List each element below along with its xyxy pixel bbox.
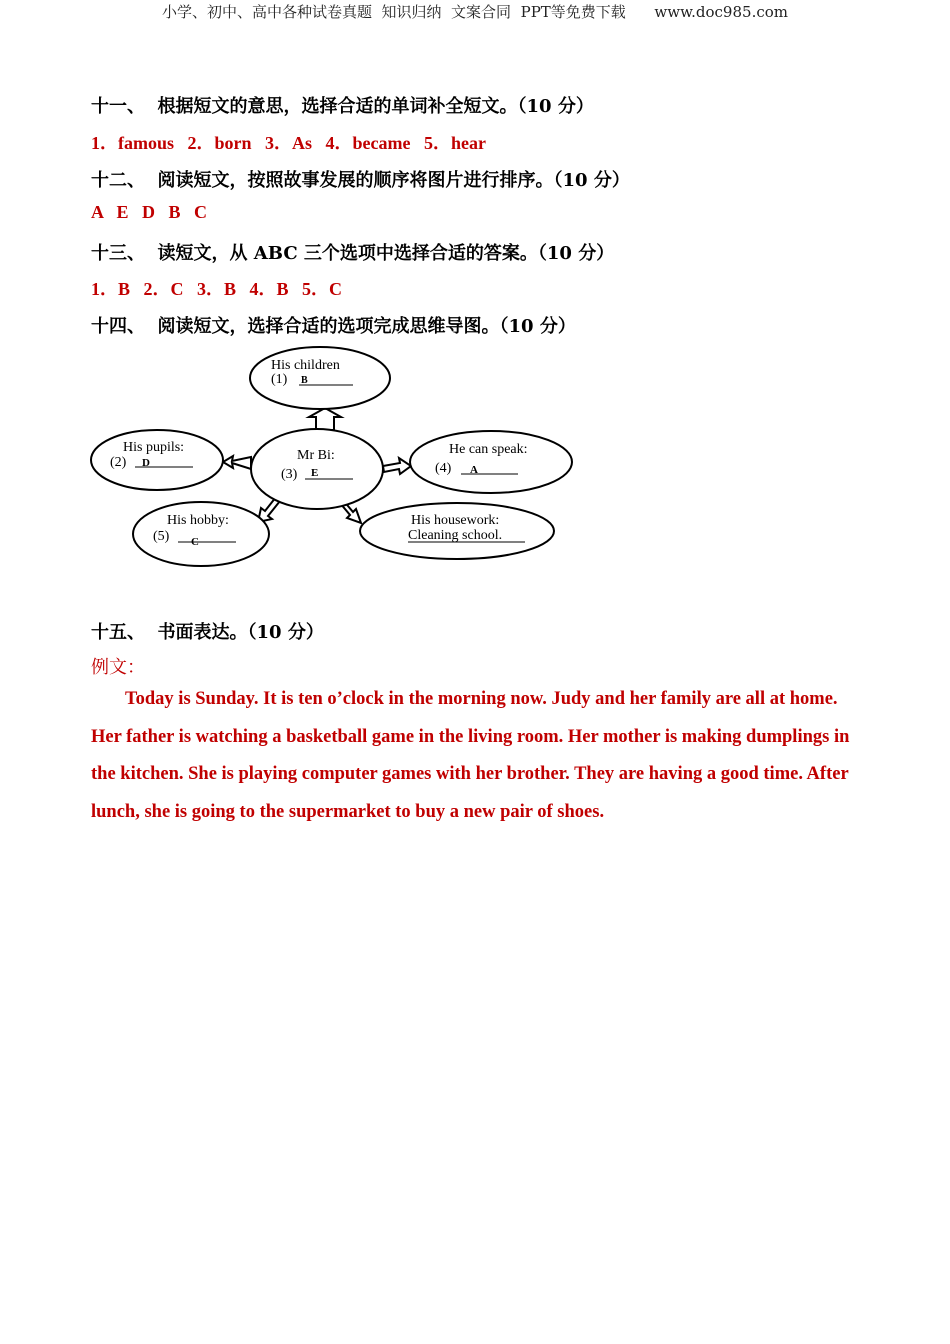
arrow-to-pupils: [223, 456, 251, 469]
hobby-number: (5): [153, 529, 170, 544]
children-label: His children: [271, 358, 340, 373]
pupils-answer: D: [142, 457, 150, 469]
housework-label: His housework:: [411, 513, 500, 528]
section-13-title: 十三、 读短文，从 ABC 三个选项中选择合适的答案。（10 分）: [91, 243, 615, 264]
mind-map: [85, 340, 585, 570]
speak-label: He can speak:: [449, 442, 528, 457]
pupils-label: His pupils:: [123, 440, 185, 455]
sample-essay: Today is Sunday. It is ten o’clock in the morning now. Judy and her family are all at home. Her father is watching a basketball game in the living room. Her mother is making dumplings in the kitchen. She is playing computer games with her brother. They are having a good time. After lunch, she is going to the supermarket to buy a new pair of shoes.: [91, 689, 850, 822]
center-answer: E: [311, 467, 319, 479]
children-number: (1): [271, 372, 288, 387]
pupils-number: (2): [110, 455, 127, 470]
page-header: 小学、初中、高中各种试卷真题 知识归纳 文案合同 PPT等免费下载 www.doc985.com: [161, 3, 788, 21]
arrow-to-children: [309, 408, 341, 430]
section-12-title: 十二、 阅读短文，按照故事发展的顺序将图片进行排序。（10 分）: [91, 170, 630, 191]
speak-answer: A: [470, 464, 478, 476]
center-label: Mr Bi:: [297, 448, 335, 463]
arrow-to-speak: [383, 458, 411, 474]
section-14-title: 十四、 阅读短文，选择合适的选项完成思维导图。（10 分）: [91, 316, 576, 337]
section-15-title: 十五、 书面表达。（10 分）: [91, 622, 324, 643]
section-12-answers: A E D B C: [91, 202, 208, 222]
hobby-answer: C: [191, 536, 199, 548]
children-answer: B: [301, 375, 308, 386]
housework-value: Cleaning school.: [408, 528, 503, 543]
center-number: (3): [281, 467, 298, 482]
section-13-answers: 1．B 2．C 3．B 4．B 5．C: [91, 279, 343, 299]
hobby-label: His hobby:: [167, 513, 229, 528]
section-11-title: 十一、 根据短文的意思，选择合适的单词补全短文。（10 分）: [91, 96, 594, 117]
section-11-answers: 1．famous 2．born 3．As 4．became 5．hear: [91, 133, 486, 153]
speak-number: (4): [435, 461, 452, 476]
sample-essay-label: 例文：: [91, 657, 145, 678]
